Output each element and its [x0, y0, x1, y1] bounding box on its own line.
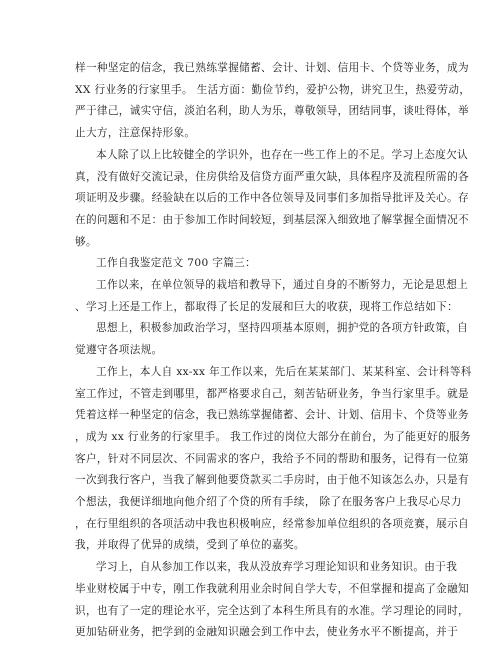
- text-line: 觉遵守各项法规。: [75, 344, 163, 357]
- text-line: 一次到我行客户，当我了解到他要贷款买二手房时，由于他不知该怎么办，只是有: [75, 474, 469, 487]
- text-line: 项证明及步骤。经验缺在以后的工作中各位领导及同事们多加指导批评及关心。存: [75, 192, 469, 205]
- paragraph-1: [75, 58, 471, 145]
- text-line: 真，没有做好交流记录，住房供给及信贷方面严重欠缺，具体程序及流程所需的各: [75, 170, 469, 183]
- text-line: 工作以来，在单位领导的栽培和教导下，通过自身的不断努力，无论是思想上: [96, 279, 469, 292]
- text-line: 样一种坚定的信念，我已熟练掌握储蓄、会计、计划、信用卡、个贷等业务，成为: [75, 62, 469, 74]
- paragraph-4: [75, 275, 469, 318]
- text-line: 凭着这样一种坚定的信念，我已熟练掌握储蓄、会计、计划、信用卡、个贷等业务: [75, 409, 469, 422]
- text-line: 严于律己，诚实守信，淡泊名利，助人为乐，尊敬领导，团结同事，谈吐得体，举: [75, 105, 469, 118]
- document-page: [75, 58, 472, 644]
- text-line: 室工作过，不管走到哪里，都严格要求自己，刻苦钻研业务，争当行家里手。就是: [75, 387, 469, 400]
- text-line: 工作上，本人自 xx-xx 年工作以来，先后在某某部门、某某科室、会计科等科: [96, 365, 472, 378]
- section-heading: [75, 253, 440, 275]
- text-line: 识，也有了一定的理论水平，完全达到了本科生所具有的水准。学习理论的同时，: [75, 604, 469, 617]
- text-line: XX 行业务的行家里手。 生活方面：勤俭节约，爱护公物，讲究卫生，热爱劳动，: [75, 83, 471, 96]
- heading-line: 工作自我鉴定范文 700 字篇三：: [96, 257, 257, 270]
- text-line: 思想上，积极参加政治学习，坚持四项基本原则，拥护党的各项方针政策，自: [96, 322, 469, 335]
- text-line: 我，并取得了优异的成绩，受到了单位的嘉奖。: [75, 539, 305, 552]
- paragraph-6: [75, 362, 472, 557]
- text-line: 学习上，自从参加工作以来，我从没放弃学习理论知识和业务知识。由于我: [96, 561, 458, 574]
- text-line: 够。: [75, 235, 97, 248]
- paragraph-7: [75, 557, 469, 644]
- paragraph-2: [75, 145, 469, 254]
- text-line: 个想法，我便详细地向他介绍了个贷的所有手续， 除了在服务客户上我尽心尽力: [75, 496, 462, 509]
- text-line: ，在行里组织的各项活动中我也积极响应，经常参加单位组织的各项竞赛，展示自: [75, 517, 469, 530]
- text-line: 、学习上还是工作上，都取得了长足的发展和巨大的收获，现将工作总结如下：: [75, 300, 459, 313]
- text-line: 止大方，注意保持形象。: [75, 127, 196, 140]
- text-line: 在的问题和不足：由于参加工作时间较短，到基层深入细致地了解掌握全面情况不: [75, 213, 469, 226]
- text-line: ，成为 xx 行业务的行家里手。 我工作过的岗位大部分在前台，为了能更好的服务: [75, 430, 471, 443]
- text-line: 更加钻研业务，把学到的金融知识融会到工作中去，使业务水平不断提高，并于: [75, 626, 459, 639]
- text-line: 客户，针对不同层次、不同需求的客户，我给予不同的帮助和服务，记得有一位第: [75, 452, 469, 465]
- text-line: 本人除了以上比较健全的学识外，也存在一些工作上的不足。学习上态度欠认: [96, 148, 469, 161]
- text-line: 毕业财校属于中专，刚工作我就利用业余时间自学大专，不但掌握和提高了金融知: [75, 582, 469, 595]
- paragraph-5: [75, 318, 469, 361]
